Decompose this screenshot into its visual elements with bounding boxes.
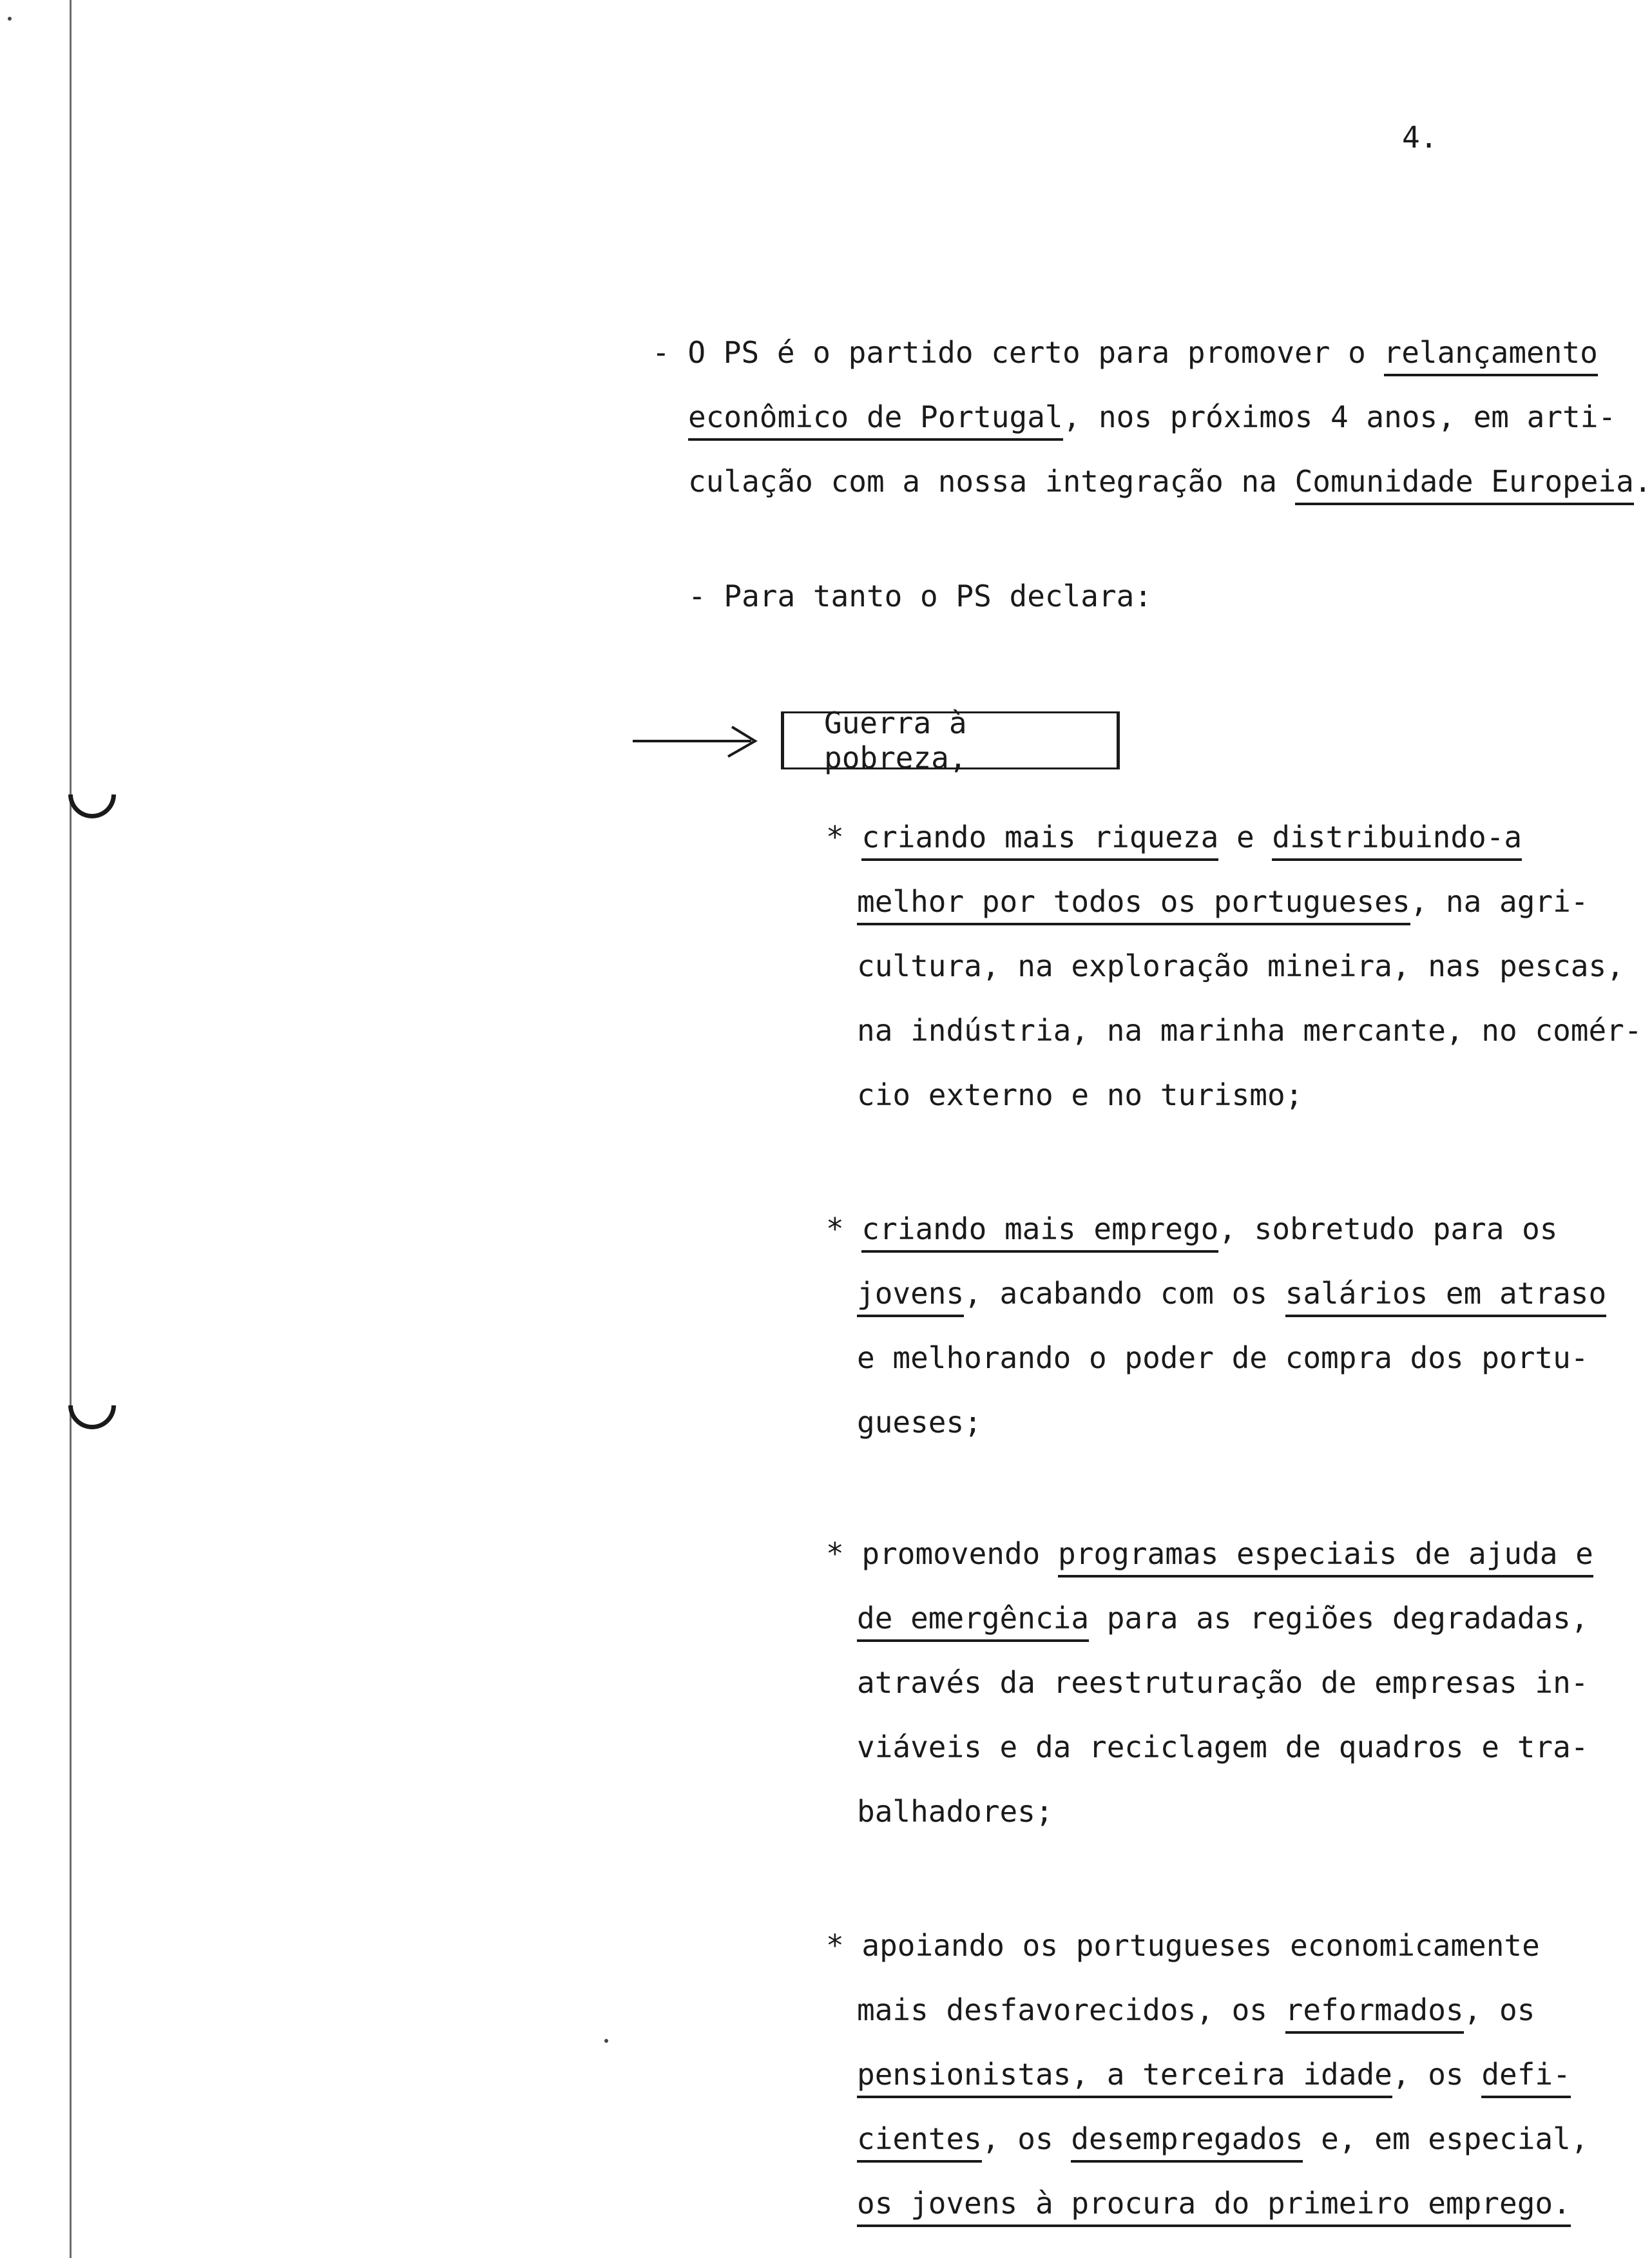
intro-line-2: econômico de Portugal, nos próximos 4 anos, em arti- bbox=[688, 402, 1616, 432]
list-item-line: na indústria, na marinha mercante, no comér- bbox=[857, 1013, 1642, 1048]
declaration-line: - Para tanto o PS declara: bbox=[688, 579, 1153, 613]
list-item-line: cio externo e no turismo; bbox=[857, 1077, 1303, 1112]
scan-speck bbox=[8, 17, 12, 21]
intro-line-3: culação com a nossa integração na Comunidade Europeia. bbox=[688, 467, 1652, 496]
intro-line-1: - O PS é o partido certo para promover o relançamento bbox=[652, 338, 1598, 367]
list-item-line: através da reestruturação de empresas in- bbox=[857, 1665, 1589, 1700]
list-item-line: viáveis e da reciclagem de quadros e tra- bbox=[857, 1730, 1589, 1764]
list-item: * criando mais riqueza e distribuindo-a bbox=[826, 822, 1522, 852]
scan-speck bbox=[604, 2039, 608, 2043]
list-item-line: cultura, na exploração mineira, nas pescas, bbox=[857, 949, 1624, 983]
list-item-line: jovens, acabando com os salários em atraso bbox=[857, 1279, 1606, 1308]
punch-hole-mark bbox=[59, 1372, 126, 1440]
list-item-line: mais desfavorecidos, os reformados, os bbox=[857, 1995, 1535, 2025]
list-item-line: gueses; bbox=[857, 1405, 982, 1440]
arrow-right-icon bbox=[631, 723, 760, 759]
list-item-line: cientes, os desempregados e, em especial, bbox=[857, 2124, 1589, 2154]
heading-box: Guerra à pobreza, bbox=[781, 711, 1120, 769]
list-item: * criando mais emprego, sobretudo para os bbox=[826, 1214, 1558, 1244]
list-item-line: balhadores; bbox=[857, 1794, 1053, 1829]
list-item-line: pensionistas, a terceira idade, os defi- bbox=[857, 2060, 1571, 2089]
list-item-line: melhor por todos os portugueses, na agri- bbox=[857, 887, 1588, 916]
list-item-line: de emergência para as regiões degradadas, bbox=[857, 1603, 1588, 1633]
list-item: * apoiando os portugueses economicamente bbox=[826, 1928, 1540, 1963]
binding-margin-line bbox=[70, 0, 72, 2258]
list-item-line: e melhorando o poder de compra dos portu- bbox=[857, 1340, 1589, 1375]
list-item: * promovendo programas especiais de ajuda e bbox=[826, 1539, 1593, 1568]
list-item-line: os jovens à procura do primeiro emprego. bbox=[857, 2188, 1571, 2218]
page-number: 4. bbox=[1402, 120, 1438, 155]
punch-hole-mark bbox=[59, 761, 126, 829]
